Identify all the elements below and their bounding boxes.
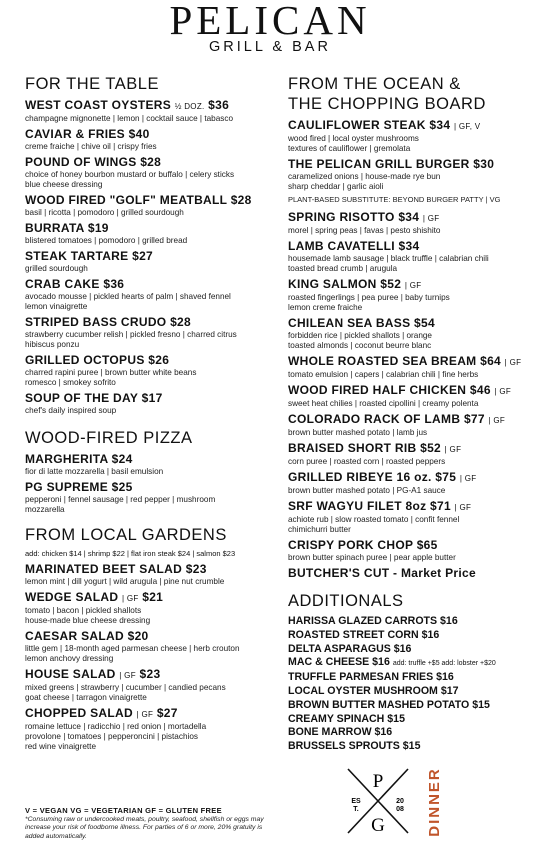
plant-based-note: PLANT-BASED SUBSTITUTE: BEYOND BURGER PATTY | VG [288,195,501,204]
item-description: roasted fingerlings | pea puree | baby turnips lemon creme fraiche [288,293,450,312]
menu-item [25,315,275,350]
item-price: $28 [170,315,191,329]
item-tag: | GF [404,281,422,290]
item-price: $75 [435,470,457,484]
item-price: $30 [473,157,495,171]
item-name: GRILLED RIBEYE 16 oz. [288,470,432,484]
item-tag: ½ DOZ. [174,102,205,111]
item-price: $23 [139,667,161,681]
item-price: $20 [127,629,149,643]
item-tag: | GF [488,416,506,425]
menu-item-header [25,155,275,170]
menu-item-header [288,239,523,254]
item-name: BURRATA [25,221,85,235]
item-description: mixed greens | strawberry | cucumber | candied pecans goat cheese | tarragon vinaigrette [25,683,226,702]
menu-item-header [25,480,275,495]
menu-item-header [288,118,523,134]
mac-cheese-add-ons: add: truffle +$5 add: lobster +$20 [392,660,496,668]
menu-item [25,590,275,626]
menu-item [288,499,523,535]
menu-item-header [288,316,523,331]
food-safety-disclaimer: *Consuming raw or undercooked meats, poultry, seafood, shellfish or eggs may increase your risk of foodborne illness. For parties of 6 or more, 20% gratuity is added automatically. [25,816,264,840]
item-name: LAMB CAVATELLI [288,239,395,253]
menu-item [25,667,275,703]
item-price: $52 [420,441,442,455]
menu-item-header [25,667,275,683]
menu-item [25,353,275,388]
menu-item [288,441,523,467]
menu-item-header [25,315,275,330]
item-description: little gem | 18-month aged parmesan cheese | herb crouton lemon anchovy dressing [25,644,240,663]
item-name: CAULIFLOWER STEAK [288,118,426,132]
menu-item [25,391,275,416]
item-name: CAESAR SALAD [25,629,124,643]
item-tag: | GF [119,671,136,680]
menu-item-header [25,706,275,722]
section-title-line1: FROM THE OCEAN & [288,75,461,93]
item-name: CRAB CAKE [25,277,100,291]
item-price: $27 [132,249,154,263]
menu-item [25,193,275,218]
menu-item [25,127,275,152]
item-description: brown butter mashed potato | PG-A1 sauce [288,486,446,495]
additional-item [288,629,523,643]
item-description: champagne mignonette | lemon | cocktail sauce | tabasco [25,114,234,123]
logo-letter-p: P [372,771,384,792]
item-name: BRAISED SHORT RIB [288,441,417,455]
section-title-line2: THE CHOPPING BOARD [288,95,486,113]
menu-item-header [288,499,523,515]
logo-t: T. [353,806,359,813]
additional-item-label: LOCAL OYSTER MUSHROOM $17 [288,684,459,697]
item-name: SRF WAGYU FILET 8oz [288,499,427,513]
item-description: brown butter mashed potato | lamb jus [288,428,428,437]
additional-item-label: BRUSSELS SPROUTS $15 [288,740,421,753]
menu-item-header [288,383,523,399]
pelican-grill-logo [342,765,414,837]
item-description: choice of honey bourbon mustard or buffalo | celery sticks blue cheese dressing [25,170,235,189]
menu-item [288,412,523,438]
item-price: $65 [416,538,438,552]
menu-item-header [25,277,275,292]
item-price: $19 [87,221,109,235]
section-title: FOR THE TABLE [25,75,159,93]
menu-item [288,470,523,496]
additional-item [288,726,523,740]
menu-item [288,210,523,236]
menu-footer [25,806,270,841]
section-add-ons: add: chicken $14 | shrimp $22 | flat iron steak $24 | salmon $23 [25,549,236,558]
item-description: chef's daily inspired soup [25,406,117,415]
item-description: charred rapini puree | brown butter white beans romesco | smokey sofrito [25,368,197,387]
menu-item-header [25,562,275,577]
additional-item-label: BROWN BUTTER MASHED POTATO $15 [288,698,490,711]
additional-item-label: BONE MARROW $16 [288,726,393,739]
menu-item-header [25,353,275,368]
menu-item [288,277,523,313]
item-price: $64 [480,354,502,368]
item-description: tomato | bacon | pickled shallots house-made blue cheese dressing [25,606,151,625]
item-description: blistered tomatoes | pomodoro | grilled bread [25,236,188,245]
menu-item [25,706,275,752]
item-price: $71 [430,499,451,513]
logo-letter-g: G [371,815,385,836]
item-tag: | GF [121,594,139,603]
item-name: MARGHERITA [25,452,108,466]
menu-item-header [288,538,523,553]
item-name: CHILEAN SEA BASS [288,316,411,330]
menu-item [25,480,275,515]
menu-item-header [288,210,523,226]
menu-item [25,452,275,477]
additional-item [288,656,523,671]
item-description: forbidden rice | pickled shallots | orange toasted almonds | coconut beurre blanc [288,331,432,350]
item-tag: | GF, V [453,122,481,131]
item-description: corn puree | roasted corn | roasted peppers [288,457,446,466]
item-description: basil | ricotta | pomodoro | grilled sourdough [25,208,184,217]
item-description: fior di latte mozzarella | basil emulsion [25,467,164,476]
item-price: $28 [140,155,162,169]
item-price: $23 [185,562,207,576]
item-name: WEDGE SALAD [25,590,119,604]
item-tag: | GF [136,710,154,719]
menu-item [288,157,523,192]
menu-header [0,0,540,55]
menu-item [288,118,523,154]
item-name: CRISPY PORK CHOP [288,538,414,552]
item-description: wood fired | local oyster mushrooms textures of cauliflower | gremolata [288,134,419,153]
item-name: POUND OF WINGS [25,155,137,169]
item-price: $25 [111,480,133,494]
item-price: $27 [156,706,178,720]
item-name: CHOPPED SALAD [25,706,133,720]
logo-year-20: 20 [396,798,404,805]
item-price: $40 [128,127,150,141]
dinner-text: DINNER [425,767,443,837]
additional-item [288,699,523,713]
brand-subtitle: GRILL & BAR [209,39,331,55]
additional-item-label: DELTA ASPARAGUS $16 [288,642,412,655]
menu-item-header [288,441,523,457]
logo-year-08: 08 [396,806,404,813]
menu-item-header [25,452,275,467]
item-price: $34 [398,239,420,253]
additional-item-label: CREAMY SPINACH $15 [288,712,405,725]
menu-item [25,221,275,246]
item-price: $36 [103,277,125,291]
menu-section [25,74,275,416]
item-name: WEST COAST OYSTERS [25,98,172,112]
left-column [25,74,275,755]
menu-item [288,354,523,380]
additional-item [288,685,523,699]
additional-item-label: MAC & CHEESE $16 [288,656,390,669]
menu-item [288,316,523,351]
menu-item-header [25,193,275,208]
item-name: HOUSE SALAD [25,667,116,681]
menu-item-header [25,629,275,644]
right-column [288,74,523,754]
item-name: SOUP OF THE DAY [25,391,138,405]
item-tag: | GF [422,214,440,223]
item-price: $54 [414,316,435,330]
menu-item-header [288,412,523,428]
menu-item [288,538,523,563]
additional-item [288,643,523,657]
item-name: WHOLE ROASTED SEA BREAM [288,354,477,368]
menu-item [25,629,275,664]
item-description: strawberry cucumber relish | pickled fresno | charred citrus hibiscus ponzu [25,330,237,349]
additional-item [288,740,523,754]
item-description: grilled sourdough [25,264,88,273]
item-name: GRILLED OCTOPUS [25,353,145,367]
item-price: $17 [141,391,163,405]
item-price: $21 [142,590,164,604]
item-description: lemon mint | dill yogurt | wild arugula | pine nut crumble [25,577,225,586]
menu-section [25,428,275,515]
item-name: MARINATED BEET SALAD [25,562,183,576]
item-description: creme fraiche | chive oil | crispy fries [25,142,157,151]
item-tag: | GF [504,358,522,367]
item-price: $46 [469,383,491,397]
menu-item-header [288,470,523,486]
item-name: WOOD FIRED HALF CHICKEN [288,383,467,397]
item-name: STRIPED BASS CRUDO [25,315,167,329]
additional-item-label: HARISSA GLAZED CARROTS $16 [288,615,458,627]
menu-item-header [25,221,275,236]
item-description: tomato emulsion | capers | calabrian chili | fine herbs [288,370,479,379]
additionals-title: ADDITIONALS [288,592,404,610]
item-name: CAVIAR & FRIES [25,127,125,141]
item-name: WOOD FIRED "GOLF" MEATBALL [25,193,228,207]
menu-item-header [25,127,275,142]
additional-item [288,713,523,727]
item-description: housemade lamb sausage | black truffle | calabrian chili toasted bread crumb | arugula [288,254,489,273]
menu-section [25,525,275,752]
butchers-cut: BUTCHER'S CUT - Market Price [288,566,476,580]
dinner-label [413,766,453,838]
item-price: $34 [398,210,420,224]
item-description: brown butter spinach puree | pear apple butter [288,553,456,562]
brand-title: PELICAN [169,0,371,43]
item-price: $52 [380,277,402,291]
item-description: caramelized onions | house-made rye bun sharp cheddar | garlic aioli [288,172,441,191]
additional-item [288,671,523,685]
item-price: $24 [111,452,133,466]
menu-item [25,277,275,312]
menu-item-header [25,249,275,264]
menu-item-header [25,590,275,606]
item-price: $36 [208,98,230,112]
additional-item-label: TRUFFLE PARMESAN FRIES $16 [288,671,454,684]
item-name: THE PELICAN GRILL BURGER [288,157,470,171]
menu-item [288,383,523,409]
item-tag: | GF [459,474,477,483]
menu-item-header [288,277,523,293]
item-price: $26 [148,353,170,367]
menu-item [288,239,523,274]
menu-item-header [288,354,523,370]
item-name: STEAK TARTARE [25,249,129,263]
additional-item-label: ROASTED STREET CORN $16 [288,628,440,641]
item-description: romaine lettuce | radicchio | red onion | mortadella provolone | tomatoes | pepperoncini | pistachios red wine vinaigrette [25,722,207,751]
menu-item [25,98,275,124]
menu-item-header [25,98,275,114]
item-name: PG SUPREME [25,480,109,494]
menu-item-header [25,391,275,406]
diet-legend: V = VEGAN VG = VEGETARIAN GF = GLUTEN FREE [25,806,222,815]
item-description: achiote rub | slow roasted tomato | confit fennel chimichurri butter [288,515,460,534]
section-title: FROM LOCAL GARDENS [25,526,227,544]
item-price: $34 [429,118,451,132]
section-title: WOOD-FIRED PIZZA [25,429,193,447]
item-name: COLORADO RACK OF LAMB [288,412,461,426]
menu-item [25,249,275,274]
item-price: $77 [463,412,485,426]
menu-item-header [288,157,523,172]
menu-item [25,155,275,190]
item-description: morel | spring peas | favas | pesto shishito [288,226,441,235]
item-name: SPRING RISOTTO [288,210,395,224]
item-price: $28 [230,193,252,207]
item-name: KING SALMON [288,277,377,291]
logo-est: ES [351,798,361,805]
menu-item [25,562,275,587]
item-tag: | GF [494,387,512,396]
additional-item [288,615,523,629]
item-description: pepperoni | fennel sausage | red pepper | mushroom mozzarella [25,495,216,514]
item-tag: | GF [444,445,462,454]
item-description: avocado mousse | pickled hearts of palm | shaved fennel lemon vinaigrette [25,292,231,311]
item-description: sweet heat chilies | roasted cipollini | creamy polenta [288,399,479,408]
item-tag: | GF [454,503,472,512]
